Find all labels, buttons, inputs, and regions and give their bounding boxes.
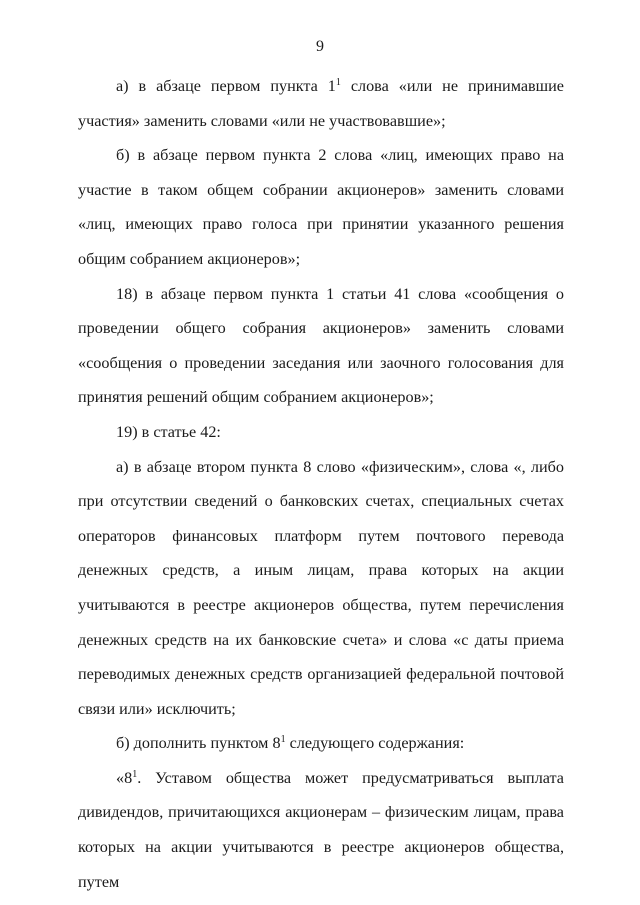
page-number: 9 <box>316 38 324 55</box>
paragraph-b-2: б) в абзаце первом пункта 2 слова «лиц, имеющих право на участие в таком общем собрании акционеров» заменить словами «лиц, имеющих право голоса при принятии указанного решения общим собранием акционеров»; <box>78 146 564 268</box>
document-body <box>78 69 564 899</box>
paragraph-18: 18) в абзаце первом пункта 1 статьи 41 слова «сообщения о проведении общего собрания акционеров» заменить словами «сообщения о проведении заседания или заочного голосования для принятия решений общим собранием акционеров»; <box>78 284 564 407</box>
paragraph-a-1: а) в абзаце первом пункта $1^1$ слова «или не принимавшие участия» заменить словами «или не участвовавшие»; <box>78 77 564 130</box>
paragraph-19: 19) в статье 42: <box>116 422 221 441</box>
paragraph-a-8: а) в абзаце втором пункта 8 слово «физическим», слова «, либо при отсутствии сведений о банковских счетах, специальных счетах операторов финансовых платформ путем почтового перевода денежных средств, а иным лицам, права которых на акции учитываются в реестре акционеров общества, путем перечисления денежных средств на их банковские счета» и слова «с даты приема переводимых денежных средств организацией федеральной почтовой связи или» исключить; <box>78 457 564 718</box>
paragraph-b-8-1: б) дополнить пунктом $8^1$ следующего содержания: <box>116 734 465 753</box>
paragraph-8-1-text: «$8^1$. Уставом общества может предусматриваться выплата дивидендов, причитающихся акционерам – физическим лицам, права которых на акции учитываются в реестре акционеров общества, путем <box>78 768 564 891</box>
